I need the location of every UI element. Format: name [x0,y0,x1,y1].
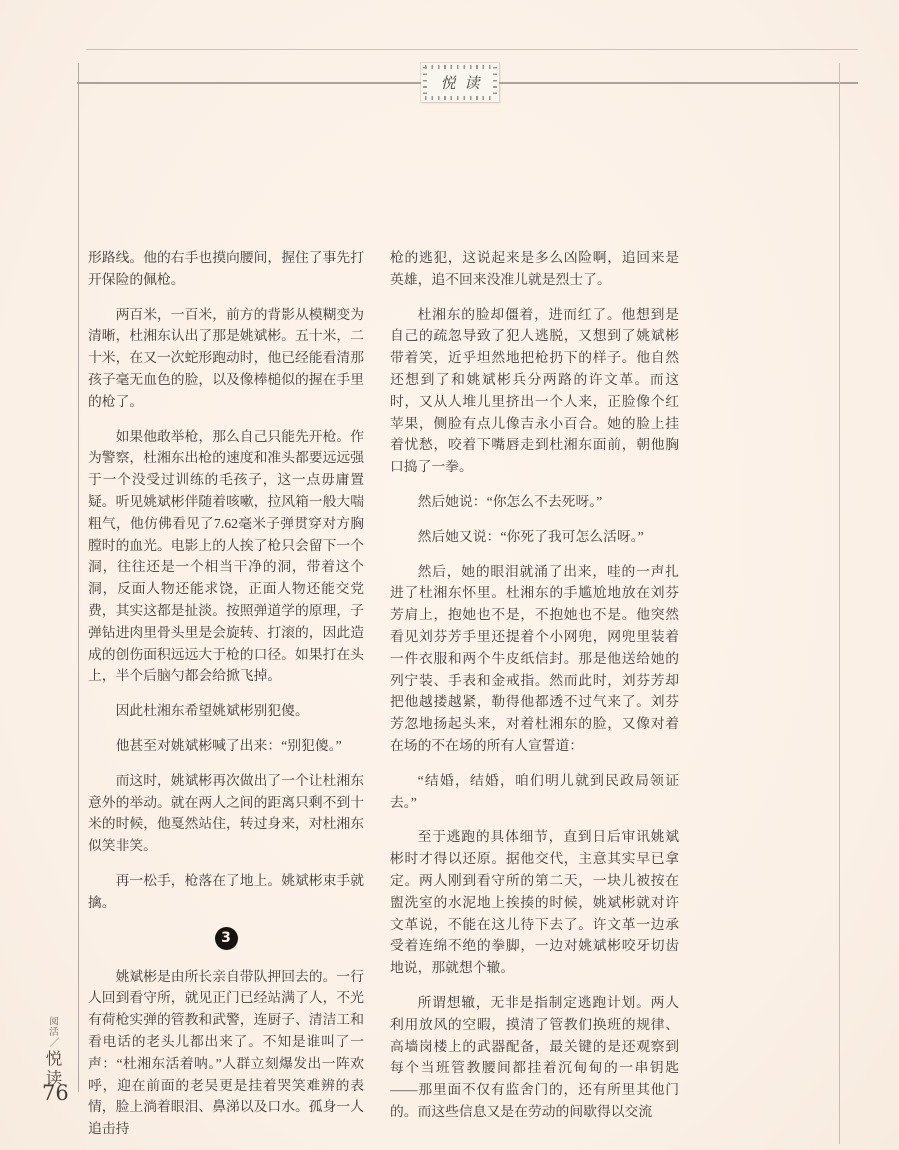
paragraph: 然后她说：“你怎么不去死呀。” [417,493,603,509]
header-rule-thin [86,49,858,50]
section-number-badge: 3 [215,927,238,950]
left-text-column [88,247,364,1150]
paragraph: 两百米，一百米，前方的背影从模糊变为清晰，杜湘东认出了那是姚斌彬。五十米，二十米，在又一次蛇形跑动时，他已经能看清那孩子毫无血色的脸，以及像棒槌似的握在手里的枪了。 [88,306,364,409]
paragraph: 再一松手，枪落在了地上。姚斌彬束手就擒。 [88,872,364,910]
paragraph: “结婚，结婚，咱们明儿就到民政局领证去。” [390,772,679,810]
footer-category-small: 阅活 [47,1016,57,1037]
paragraph: 所谓想辙，无非是指制定逃跑计划。两人利用放风的空暇，摸清了管教们换班的规律、高墙岗楼上的武器配备，最关键的是还观察到每个当班管教腰间都挂着沉甸甸的一串钥匙——那里面不仅有监舍门的，还有所里其他门的。而这些信息又是在劳动的间歇得以交流 [390,994,679,1119]
footer-section-label [40,1016,64,1089]
right-margin-rule [839,63,840,1144]
paragraph: 他甚至对姚斌彬喊了出来：“别犯傻。” [115,737,342,753]
paragraph: 如果他敢举枪，那么自己只能先开枪。作为警察，杜湘东出枪的速度和准头都要远远强于一个没受过训练的毛孩子，这一点毋庸置疑。听见姚斌彬伴随着咳嗽，拉风箱一般大喘粗气，他仿佛看见了7.62毫米子弹贯穿对方胸膛时的血光。电影上的人挨了枪只会留下一个洞，往往还是一个相当干净的洞，带着这个洞，反面人物还能求饶，正面人物还能交党费，其实这都是扯淡。按照弹道学的原理，子弹钻进肉里骨头里是会旋转、打滚的，因此造成的创伤面积远远大于枪的口径。如果打在头上，半个后脑勺都会给掀飞掉。 [88,428,364,684]
section-stamp [421,63,499,102]
paragraph: 然后她又说：“你死了我可怎么活呀。” [417,528,644,544]
page-number: 76 [42,1081,69,1105]
paragraph: 而这时，姚斌彬再次做出了一个让杜湘东意外的举动。就在两人之间的距离只剩不到十米的时候，他戛然站住，转过身来，对杜湘东似笑非笑。 [88,772,364,854]
paragraph: 至于逃跑的具体细节，直到日后审讯姚斌彬时才得以还原。据他交代，主意其实早已拿定。两人刚到看守所的第二天，一块儿被按在盥洗室的水泥地上挨揍的时候，姚斌彬就对许文革说，不能在这儿待下去了。许文革一边承受着连绵不绝的拳脚，一边对姚斌彬咬牙切齿地说，那就想个辙。 [390,829,679,976]
section-stamp-label: 悦读 [440,76,489,92]
paragraph: 姚斌彬是由所长亲自带队押回去的。一行人回到看守所，就见正门已经站满了人，不光有荷枪实弹的管教和武警，连厨子、清洁工和看电话的老头儿都出来了。不知是谁叫了一声：“杜湘东活着呐。”人群立刻爆发出一阵欢呼，迎在前面的老吴更是挂着哭笑难辨的表情，脸上淌着眼泪、鼻涕以及口水。孤身一人追击持 [88,968,364,1137]
paragraph: 枪的逃犯，这说起来是多么凶险啊，追回来是英雄，追不回来没准儿就是烈士了。 [390,250,679,287]
paragraph: 杜湘东的脸却僵着，进而红了。他想到是自己的疏忽导致了犯人逃脱，又想到了姚斌彬带着笑，近乎坦然地把枪扔下的样子。他自然还想到了和姚斌彬兵分两路的许文革。而这时，又从人堆儿里挤出一个人来，正脸像个红苹果，侧脸有点儿像吉永小百合。她的脸上挂着忧愁，咬着下嘴唇走到杜湘东面前，朝他胸口捣了一拳。 [390,306,679,475]
right-text-column [390,247,679,1136]
left-margin-rule [78,63,79,1092]
footer-separator: ／ [47,1037,58,1047]
paragraph: 然后，她的眼泪就涌了出来，哇的一声扎进了杜湘东怀里。杜湘东的手尴尬地放在刘芬芳肩上，抱她也不是，不抱她也不是。他突然看见刘芬芳手里还提着个小网兜，网兜里装着一件衣服和两个牛皮纸信封。那是他送给她的列宁装、手表和金戒指。然而此时，刘芬芳却把他越搂越紧，勒得他都透不过气来了。刘芬芳忽地扬起头来，对着杜湘东的脸，又像对着在场的不在场的所有人宣誓道： [390,563,679,753]
paragraph: 因此杜湘东希望姚斌彬别犯傻。 [115,703,309,719]
paragraph: 形路线。他的右手也摸向腰间，握住了事先打开保险的佩枪。 [88,250,364,287]
footer-category-large: 悦读 [43,1050,62,1089]
